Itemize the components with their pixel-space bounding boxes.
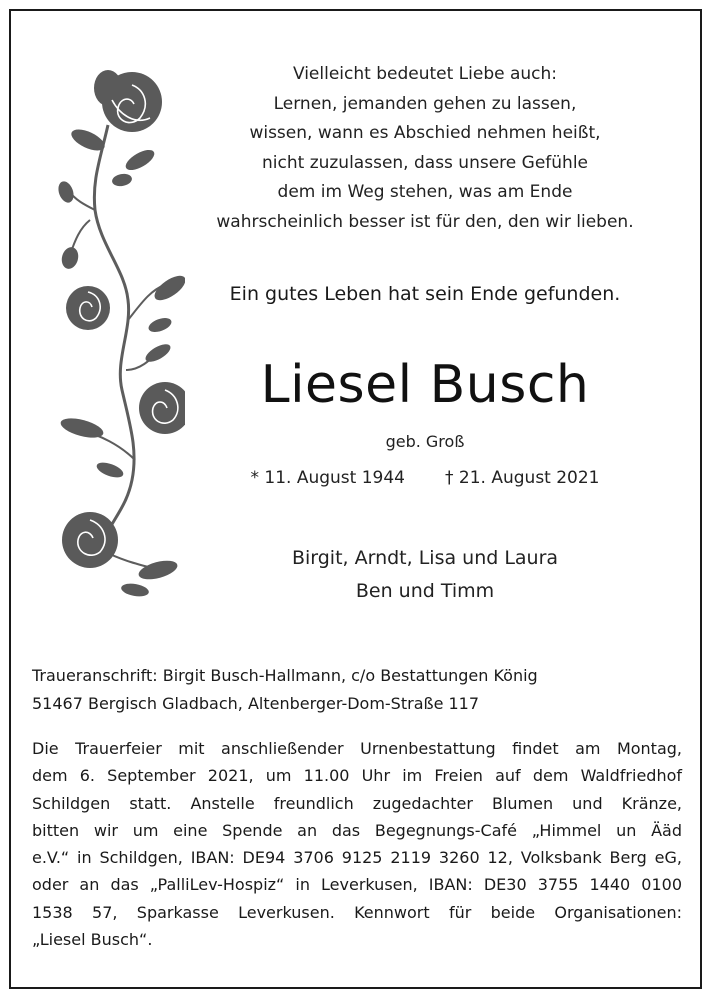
notice-line: „Liesel Busch“.: [32, 930, 153, 950]
funeral-notice: [32, 735, 682, 953]
notice-line: e.V.“ in Schildgen, IBAN: DE94 3706 9125 2119 3260 12, Volksbank Berg eG,: [32, 848, 682, 868]
mourners-line: Birgit, Arndt, Lisa und Laura: [291, 547, 559, 569]
poem: [185, 60, 665, 238]
life-dates: [185, 468, 665, 488]
poem-line: dem im Weg stehen, was am Ende: [277, 182, 573, 203]
mourners-line: Ben und Timm: [355, 580, 495, 602]
poem-line: nicht zuzulassen, dass unsere Gefühle: [262, 152, 588, 173]
address-line: 51467 Bergisch Gladbach, Altenberger-Dom-Straße 117: [32, 694, 480, 713]
notice-line: Die Trauerfeier mit anschließender Urnenbestattung findet am Montag,: [32, 739, 682, 758]
poem-line: wahrscheinlich besser ist für den, den wir lieben.: [216, 211, 634, 232]
maiden-name: geb. Groß: [385, 432, 465, 451]
rose-vine-icon: [30, 30, 185, 610]
birth-date: * 11. August 1944: [250, 468, 405, 488]
poem-line: Vielleicht bedeutet Liebe auch:: [292, 64, 558, 84]
mourners: [185, 542, 665, 608]
notice-line: bitten wir um eine Spende an das Begegnungs-Café „Himmel un Ääd: [32, 820, 682, 840]
poem-line: Lernen, jemanden gehen zu lassen,: [273, 93, 577, 114]
deceased-name: Liesel Busch: [260, 355, 590, 415]
poem-line: wissen, wann es Abschied nehmen heißt,: [249, 123, 601, 144]
notice-line: dem 6. September 2021, um 11.00 Uhr im Freien auf dem Waldfriedhof: [32, 766, 682, 786]
mourning-address: [32, 662, 682, 718]
address-line: Traueranschrift: Birgit Busch-Hallmann, c/o Bestattungen König: [32, 666, 538, 685]
notice-line: 1538 57, Sparkasse Leverkusen. Kennwort für beide Organisationen:: [32, 902, 682, 922]
notice-line: oder an das „PalliLev-Hospiz“ in Leverkusen, IBAN: DE30 3755 1440 0100: [32, 875, 682, 895]
notice-line: Schildgen statt. Anstelle freundlich zugedachter Blumen und Kränze,: [32, 793, 682, 813]
tagline: Ein gutes Leben hat sein Ende gefunden.: [229, 283, 621, 305]
death-date: † 21. August 2021: [445, 468, 600, 488]
